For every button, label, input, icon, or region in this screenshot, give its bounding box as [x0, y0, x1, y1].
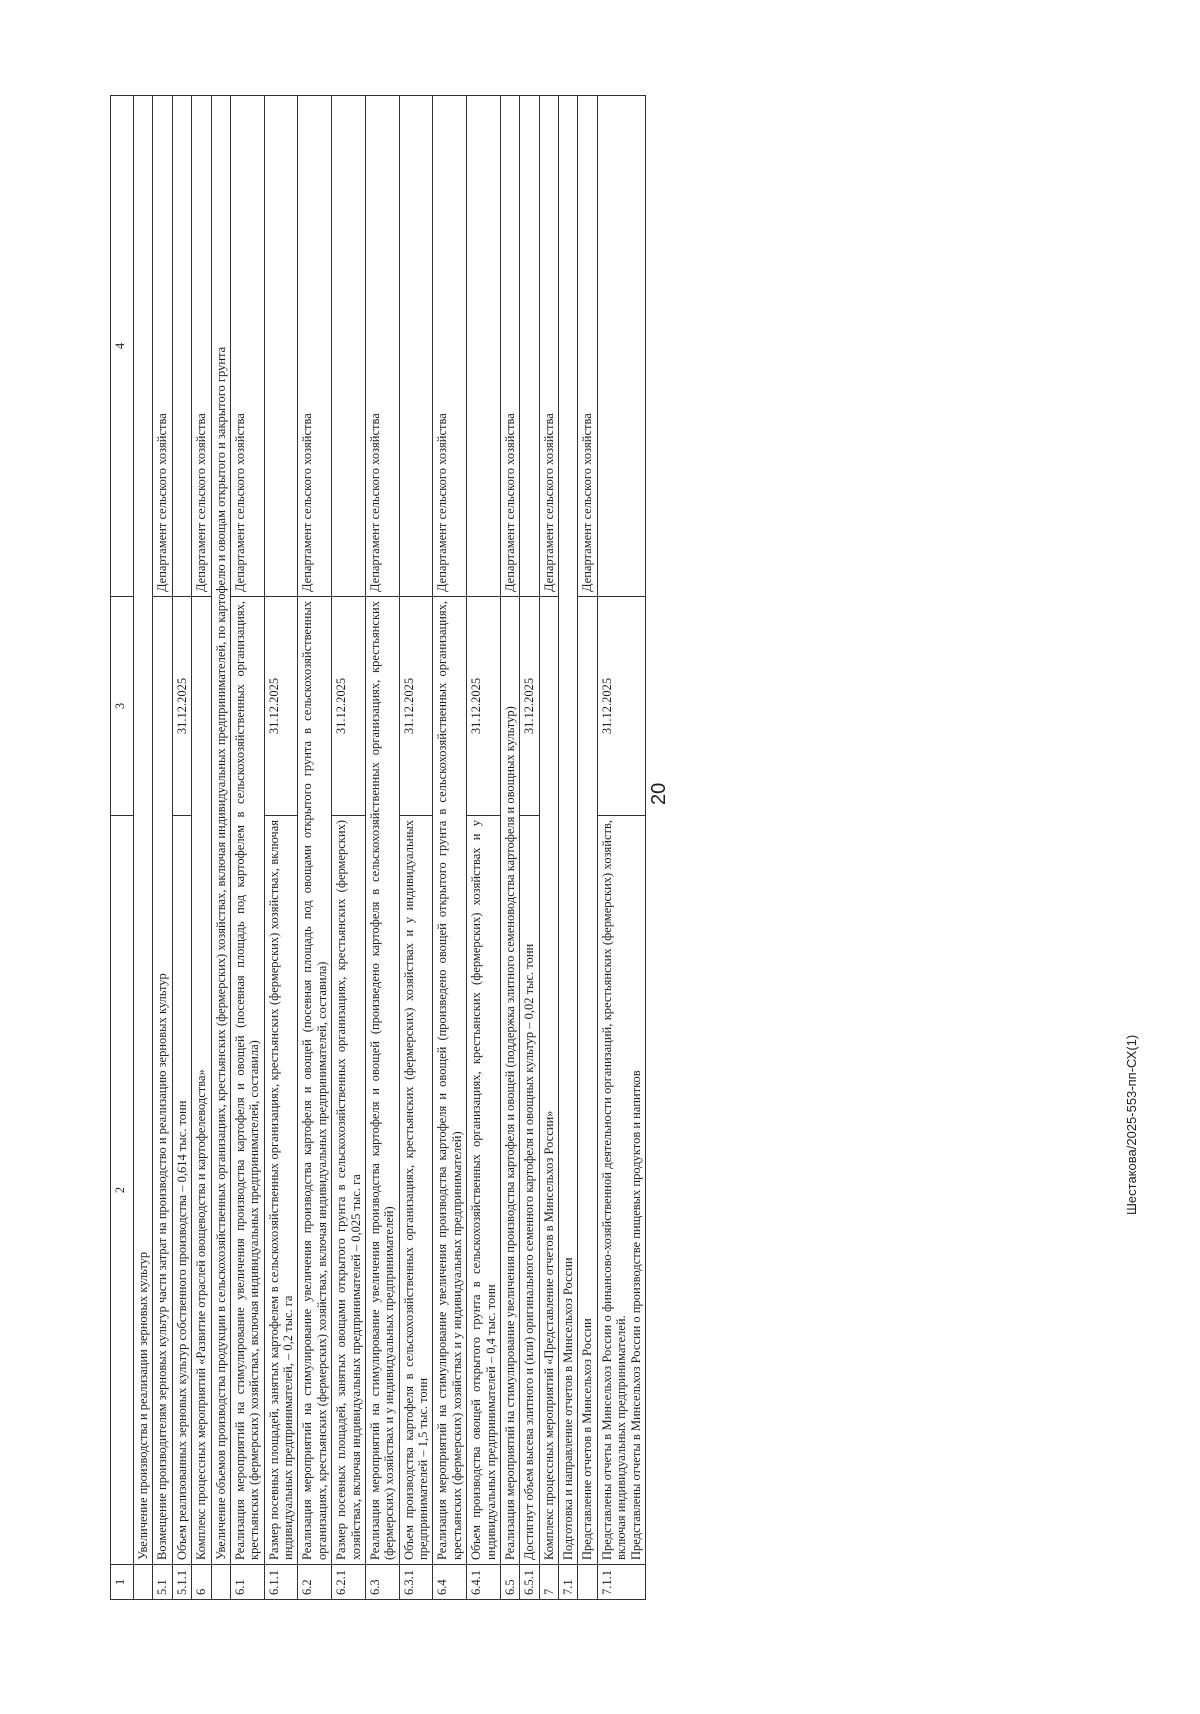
row-number: 6.4 — [433, 1565, 467, 1600]
table-body — [134, 96, 646, 1600]
responsible-executor: Департамент сельского хозяйства — [539, 96, 558, 597]
row-number: 6.4.1 — [467, 1565, 501, 1600]
row-number: 7.1.1 — [597, 1565, 645, 1600]
table-row — [520, 96, 539, 1600]
col-header-3: 3 — [111, 597, 134, 816]
table-row — [399, 96, 433, 1600]
row-number: 6.5 — [500, 1565, 519, 1600]
table-row — [559, 96, 578, 1600]
page-number: 20 — [648, 782, 670, 805]
table-row — [332, 96, 366, 1600]
table-row — [134, 96, 153, 1600]
row-number: 6.5.1 — [520, 1565, 539, 1600]
table-row — [211, 96, 230, 1600]
deadline-date: 31.12.2025 — [172, 597, 191, 816]
responsible-executor — [172, 96, 191, 597]
table-row — [365, 96, 399, 1600]
responsible-executor — [520, 96, 539, 597]
responsible-executor — [597, 96, 645, 597]
row-title: Подготовка и направление отчетов в Минсельхоз России — [559, 96, 578, 1565]
result-text-line: Объем производства овощей открытого грунта в сельскохозяйственных организациях, крестьянских (фермерских) хозяйствах и у индивидуальных предпринимателей – 0,4 тыс. тонн — [469, 820, 498, 1560]
row-number — [211, 1565, 230, 1600]
responsible-executor — [264, 96, 298, 597]
table-row — [264, 96, 298, 1600]
row-number: 6.3.1 — [399, 1565, 433, 1600]
row-title: Реализация мероприятий на стимулирование увеличения производства картофеля и овощей (произведено картофеля в сельскохозяйственных организациях, крестьянских (фермерских) хозяйствах и у индивидуальных предпринимателей) — [365, 597, 399, 1565]
table-row — [467, 96, 501, 1600]
result-text-line: Размер посевных площадей, занятых картофелем в сельскохозяйственных организациях, крестьянских (фермерских) хозяйствах, включая индивидуальных предпринимателей, – 0,2 тыс. га — [266, 820, 295, 1560]
result-text — [399, 816, 433, 1565]
responsible-executor: Департамент сельского хозяйства — [433, 96, 467, 597]
responsible-executor: Департамент сельского хозяйства — [500, 96, 519, 597]
row-number — [134, 1565, 153, 1600]
table-row — [500, 96, 519, 1600]
row-title: Возмещение производителям зерновых культур части затрат на производство и реализацию зерновых культур — [153, 597, 172, 1565]
responsible-executor: Департамент сельского хозяйства — [153, 96, 172, 597]
table-row — [578, 96, 597, 1600]
row-number: 6.3 — [365, 1565, 399, 1600]
result-text-line: Объем производства картофеля в сельскохозяйственных организациях, крестьянских (фермерских) хозяйствах и у индивидуальных предпринимателей – 1,5 тыс. тонн — [401, 820, 430, 1560]
table-row — [433, 96, 467, 1600]
row-number: 6.2.1 — [332, 1565, 366, 1600]
table-row — [539, 96, 558, 1600]
result-text — [520, 816, 539, 1565]
row-title: Увеличение производства и реализации зерновых культур — [134, 96, 153, 1565]
result-text — [264, 816, 298, 1565]
row-title: Реализация мероприятий на стимулирование увеличения производства картофеля и овощей (посевная площадь под картофелем в сельскохозяйственных организациях, крестьянских (фермерских) хозяйствах, включая индивидуальных предпринимателей, составила) — [230, 597, 264, 1565]
result-text-line: Представлены отчеты в Минсельхоз России о производстве пищевых продуктов и напитков — [628, 1070, 643, 1560]
row-title: Увеличение объемов производства продукции в сельскохозяйственных организациях, крестьянских (фермерских) хозяйствах, включая индивидуальных предпринимателей, по картофелю и овощам открытого и закрытого грунта — [211, 96, 230, 1565]
row-title: Комплекс процессных мероприятий «Развитие отраслей овощеводства и картофелеводства» — [192, 597, 211, 1565]
table-row — [230, 96, 264, 1600]
row-number: 6.1.1 — [264, 1565, 298, 1600]
row-title: Реализация мероприятий на стимулирование увеличения производства картофеля и овощей (произведено овощей открытого грунта в сельскохозяйственных организациях, крестьянских (фермерских) хозяйствах и у индивидуальных предпринимателей) — [433, 597, 467, 1565]
result-text-line: Размер посевных площадей, занятых овощами открытого грунта в сельскохозяйственных организациях, крестьянских (фермерских) хозяйствах, включая индивидуальных предпринимателей – 0,025 тыс. га — [334, 820, 363, 1560]
col-header-1: 1 — [111, 1565, 134, 1600]
plan-table — [110, 95, 646, 1600]
responsible-executor: Департамент сельского хозяйства — [365, 96, 399, 597]
table-row — [298, 96, 332, 1600]
row-number — [578, 1565, 597, 1600]
table-row — [597, 96, 645, 1600]
result-text — [597, 816, 645, 1565]
deadline-date: 31.12.2025 — [332, 597, 366, 816]
row-title: Представление отчетов в Минсельхоз России — [578, 597, 597, 1565]
document-code: Шестакова/2025-553-пп-СХ(1) — [1124, 1034, 1139, 1215]
deadline-date: 31.12.2025 — [520, 597, 539, 816]
table-row — [153, 96, 172, 1600]
responsible-executor: Департамент сельского хозяйства — [298, 96, 332, 597]
row-title: Комплекс процессных мероприятий «Представление отчетов в Минсельхоз России» — [539, 597, 558, 1565]
row-number: 6.2 — [298, 1565, 332, 1600]
responsible-executor: Департамент сельского хозяйства — [230, 96, 264, 597]
row-number: 5.1 — [153, 1565, 172, 1600]
table-row — [172, 96, 191, 1600]
row-title: Реализация мероприятий на стимулирование увеличения производства картофеля и овощей (поддержка элитного семеноводства картофеля и овощных культур) — [500, 597, 519, 1565]
row-number: 7.1 — [559, 1565, 578, 1600]
row-title: Реализация мероприятий на стимулирование увеличения производства картофеля и овощей (посевная площадь под овощами открытого грунта в сельскохозяйственных организациях, крестьянских (фермерских) хозяйствах, включая индивидуальных предпринимателей, составила) — [298, 597, 332, 1565]
responsible-executor — [399, 96, 433, 597]
row-number: 6.1 — [230, 1565, 264, 1600]
row-number: 6 — [192, 1565, 211, 1600]
result-text-line: Объем реализованных зерновых культур собственного производства – 0,614 тыс. тонн — [174, 1100, 189, 1560]
deadline-date: 31.12.2025 — [467, 597, 501, 816]
row-number: 7 — [539, 1565, 558, 1600]
responsible-executor: Департамент сельского хозяйства — [578, 96, 597, 597]
deadline-date: 31.12.2025 — [264, 597, 298, 816]
header-row — [111, 96, 134, 1600]
rotated-table-wrapper — [110, 95, 1095, 1600]
responsible-executor — [467, 96, 501, 597]
responsible-executor — [332, 96, 366, 597]
row-number: 5.1.1 — [172, 1565, 191, 1600]
result-text-line: Представлены отчеты в Минсельхоз России о финансово-хозяйственной деятельности организаций, крестьянских (фермерских) хозяйств, включая индивидуальных предпринимателей. — [599, 820, 629, 1560]
result-text — [172, 816, 191, 1565]
result-text — [467, 816, 501, 1565]
col-header-4: 4 — [111, 96, 134, 597]
result-text — [332, 816, 366, 1565]
responsible-executor: Департамент сельского хозяйства — [192, 96, 211, 597]
col-header-2: 2 — [111, 816, 134, 1565]
deadline-date: 31.12.2025 — [597, 597, 645, 816]
deadline-date: 31.12.2025 — [399, 597, 433, 816]
result-text-line: Достигнут объем высева элитного и (или) оригинального семенного картофеля и овощных культур – 0,02 тыс. тонн — [522, 943, 537, 1560]
table-row — [192, 96, 211, 1600]
